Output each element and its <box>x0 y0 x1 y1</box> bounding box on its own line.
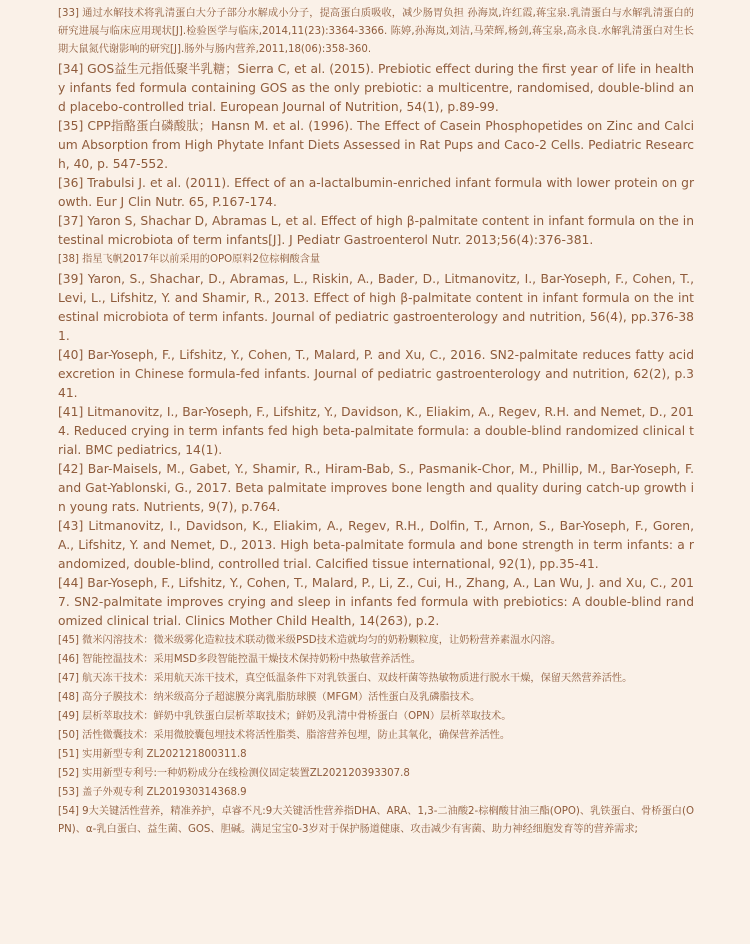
reference-54: [54] 9大关键活性营养，精准养护，卓睿不凡:9大关键活性营养指DHA、ARA、1,3-二油酸2-棕榈酸甘油三酯(OPO)、乳铁蛋白、骨桥蛋白(OPN)、α-乳白蛋白、益生菌、GOS、胆碱。满足宝宝0-3岁对于保护肠道健康、攻击减少有害菌、助力神经细胞发育等的营养需求; <box>58 806 694 835</box>
reference-42: [42] Bar-Maisels, M., Gabet, Y., Shamir, R., Hiram-Bab, S., Pasmanik-Chor, M., Phillip, M., Bar-Yoseph, F. and Gat-Yablonski, G., 2017. Beta palmitate improves bone length and quality during catch-up growth in young rats. Nutrients, 9(7), p.764. <box>58 462 694 514</box>
reference-47: [47] 航天冻干技术：采用航天冻干技术，真空低温条件下对乳铁蛋白、双歧杆菌等热敏物质进行脱水干燥，保留天然营养活性。 <box>58 673 633 684</box>
reference-46: [46] 智能控温技术：采用MSD多段智能控温干燥技术保持奶粉中热敏营养活性。 <box>58 654 422 665</box>
reference-48: [48] 高分子膜技术：纳米级高分子超滤膜分离乳脂肪球膜（MFGM）活性蛋白及乳磷脂技术。 <box>58 692 481 703</box>
reference-33: [33] 通过水解技术将乳清蛋白大分子部分水解成小分子，提高蛋白质吸收，减少肠胃负担 孙海岚,许红霞,蒋宝泉.乳清蛋白与水解乳清蛋白的研究进展与临床应用现状[J].检验医学与临床,2014,11(23):3364-3366. 陈婷,孙海岚,刘洁,马荣辉,杨剑,蒋宝泉,高永良.水解乳清蛋白对生长期大鼠氮代谢影响的研究[J].肠外与肠内营养,2011,18(06):358-360. <box>58 8 694 55</box>
reference-45: [45] 微米闪溶技术：微米级雾化造粒技术联动微米级PSD技术造就均匀的奶粉颗粒度，让奶粉营养素温水闪溶。 <box>58 635 562 646</box>
reference-43: [43] Litmanovitz, I., Davidson, K., Eliakim, A., Regev, R.H., Dolfin, T., Arnon, S., Bar-Yoseph, F., Goren, A., Lifshitz, Y. and Nemet, D., 2013. High beta-palmitate formula and bone strength in term infants: a randomized, double-blind, controlled trial. Calcified tissue international, 92(1), pp.35-41. <box>58 519 694 571</box>
reference-36: [36] Trabulsi J. et al. (2011). Effect of an a-lactalbumin-enriched infant formula with lower protein on growth. Eur J Clin Nutr. 65, P.167-174. <box>58 176 694 209</box>
reference-52: [52] 实用新型专利号:一种奶粉成分在线检测仪固定装置ZL202120393307.8 <box>58 768 410 779</box>
reference-50: [50] 活性微囊技术：采用微胶囊包埋技术将活性脂类、脂溶营养包埋，防止其氧化，确保营养活性。 <box>58 730 511 741</box>
reference-41: [41] Litmanovitz, I., Bar-Yoseph, F., Lifshitz, Y., Davidson, K., Eliakim, A., Regev, R.H. and Nemet, D., 2014. Reduced crying in term infants fed high beta-palmitate formula: a double-blind randomized clinical trial. BMC pediatrics, 14(1). <box>58 405 694 457</box>
reference-44: [44] Bar-Yoseph, F., Lifshitz, Y., Cohen, T., Malard, P., Li, Z., Cui, H., Zhang, A., Lan Wu, J. and Xu, C., 2017. SN2-palmitate improves crying and sleep in infants fed formula with prebiotics: A double-blind randomized clinical trial. Clinics Mother Child Health, 14(263), p.2. <box>58 576 694 628</box>
reference-39: [39] Yaron, S., Shachar, D., Abramas, L., Riskin, A., Bader, D., Litmanovitz, I., Bar-Yoseph, F., Cohen, T., Levi, L., Lifshitz, Y. and Shamir, R., 2013. Effect of high β-palmitate content in infant formula on the intestinal microbiota of term infants. Journal of pediatric gastroenterology and nutrition, 56(4), pp.376-381. <box>58 272 694 343</box>
reference-49: [49] 层析萃取技术：鲜奶中乳铁蛋白层析萃取技术；鲜奶及乳清中骨桥蛋白（OPN）层析萃取技术。 <box>58 711 512 722</box>
reference-38: [38] 指星飞帆2017年以前采用的OPO原料2位棕榈酸含量 <box>58 254 321 265</box>
reference-40: [40] Bar-Yoseph, F., Lifshitz, Y., Cohen, T., Malard, P. and Xu, C., 2016. SN2-palmitate reduces fatty acid excretion in Chinese formula-fed infants. Journal of pediatric gastroenterology and nutrition, 62(2), p.341. <box>58 348 694 400</box>
reference-34: [34] GOS益生元指低聚半乳糖；Sierra C, et al. (2015). Prebiotic effect during the first year of life in healthy infants fed formula containing GOS as the only prebiotic: a multicentre, randomised, double-blind and placebo-controlled trial. European Journal of Nutrition, 54(1), p.89-99. <box>58 62 694 114</box>
reference-53: [53] 盖子外观专利 ZL201930314368.9 <box>58 787 247 798</box>
reference-37: [37] Yaron S, Shachar D, Abramas L, et al. Effect of high β-palmitate content in infant formula on the intestinal microbiota of term infants[J]. J Pediatr Gastroenterol Nutr. 2013;56(4):376-381. <box>58 214 694 247</box>
reference-35: [35] CPP指酪蛋白磷酸肽；Hansn M. et al. (1996). The Effect of Casein Phosphopetides on Zinc and Calcium Absorption from High Phytate Infant Diets Assessed in Rat Pups and Caco-2 Cells. Pediatric Research, 40, p. 547-552. <box>58 119 694 171</box>
reference-51: [51] 实用新型专利 ZL202121800311.8 <box>58 749 247 760</box>
